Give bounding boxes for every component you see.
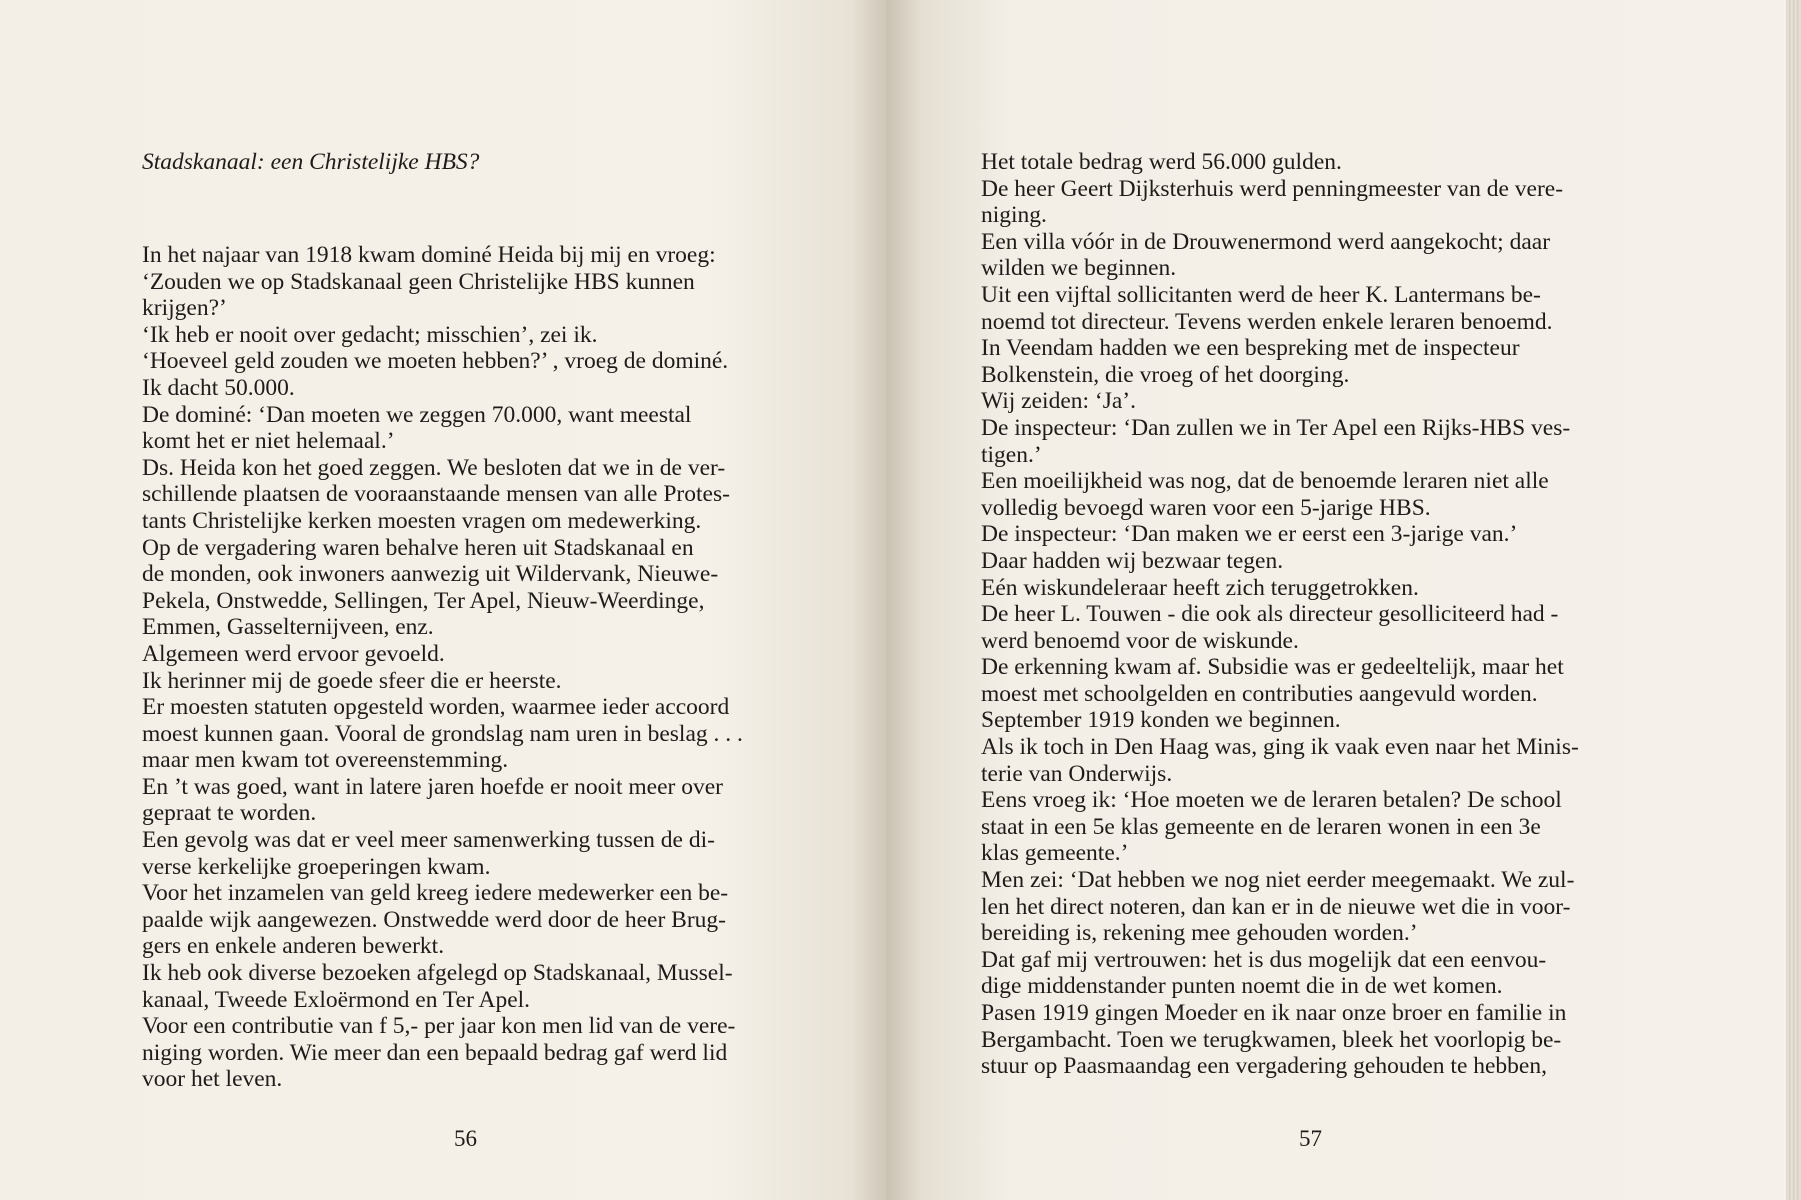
text-line: dige middenstander punten noemt die in de wet komen. xyxy=(981,973,1503,1000)
text-line: Wij zeiden: ‘Ja’. xyxy=(981,388,1136,415)
text-line: Een moeilijkheid was nog, dat de benoemde leraren niet alle xyxy=(981,468,1549,495)
text-line: Als ik toch in Den Haag was, ging ik vaak even naar het Minis- xyxy=(981,734,1579,761)
text-line: Uit een vijftal sollicitanten werd de heer K. Lantermans be- xyxy=(981,281,1541,308)
text-line: De inspecteur: ‘Dan zullen we in Ter Apel een Rijks-HBS ves- xyxy=(981,414,1571,441)
text-line: De erkenning kwam af. Subsidie was er gedeeltelijk, maar het xyxy=(981,654,1564,681)
text-line: maar men kwam tot overeenstemming. xyxy=(142,747,509,774)
text-line: De heer Geert Dijksterhuis werd penningmeester van de vere- xyxy=(981,175,1564,202)
text-line: Ik herinner mij de goede sfeer die er heerste. xyxy=(142,667,562,694)
text-line: Pasen 1919 gingen Moeder en ik naar onze broer en familie in xyxy=(981,1000,1567,1026)
text-line: komt het er niet helemaal.’ xyxy=(142,428,395,455)
text-line: De dominé: ‘Dan moeten we zeggen 70.000, want meestal xyxy=(142,401,692,428)
text-line: de monden, ook inwoners aanwezig uit Wildervank, Nieuwe- xyxy=(142,561,719,588)
text-line: In Veendam hadden we een bespreking met de inspecteur xyxy=(981,335,1520,362)
text-line: De heer L. Touwen - die ook als directeur gesolliciteerd had - xyxy=(981,601,1559,628)
text-line: Een gevolg was dat er veel meer samenwerking tussen de di- xyxy=(142,827,715,854)
text-line: Dat gaf mij vertrouwen: het is dus mogelijk dat een eenvou- xyxy=(981,946,1547,973)
text-line: Emmen, Gasselternijveen, enz. xyxy=(142,614,434,641)
text-line: Er moesten statuten opgesteld worden, waarmee ieder accoord xyxy=(142,694,730,721)
text-line: terie van Onderwijs. xyxy=(981,760,1173,787)
text-line: niging worden. Wie meer dan een bepaald bedrag gaf werd lid xyxy=(142,1039,728,1066)
page-number-right: 57 xyxy=(1299,1126,1322,1151)
text-line: Men zei: ‘Dat hebben we nog niet eerder meegemaakt. We zul- xyxy=(981,867,1575,894)
left-page-text xyxy=(142,242,743,1093)
text-line: tants Christelijke kerken moesten vragen om medewerking. xyxy=(142,507,702,534)
text-line: ‘Ik heb er nooit over gedacht; misschien’, zei ik. xyxy=(142,321,598,348)
text-line: Ik dacht 50.000. xyxy=(142,374,295,401)
text-line: noemd tot directeur. Tevens werden enkele leraren benoemd. xyxy=(981,308,1553,335)
text-line: bereiding is, rekening mee gehouden worden.’ xyxy=(981,920,1418,947)
text-line: tigen.’ xyxy=(981,441,1042,468)
text-line: Ik heb ook diverse bezoeken afgelegd op Stadskanaal, Mussel- xyxy=(142,960,733,987)
text-line: kanaal, Tweede Exloërmond en Ter Apel. xyxy=(142,986,531,1013)
text-line: len het direct noteren, dan kan er in de nieuwe wet die in voor- xyxy=(981,893,1571,920)
text-line: moest kunnen gaan. Vooral de grondslag nam uren in beslag . . . xyxy=(142,720,743,747)
text-line: De inspecteur: ‘Dan maken we er eerst een 3-jarige van.’ xyxy=(981,521,1518,548)
page-number-left: 56 xyxy=(454,1126,477,1151)
text-line: Voor het inzamelen van geld kreeg iedere medewerker een be- xyxy=(142,880,729,907)
text-line: verse kerkelijke groeperingen kwam. xyxy=(142,853,491,880)
text-line: Een villa vóór in de Drouwenermond werd aangekocht; daar xyxy=(981,228,1551,255)
text-line: Eén wiskundeleraar heeft zich teruggetrokken. xyxy=(981,574,1419,601)
text-line: moest met schoolgelden en contributies aangevuld worden. xyxy=(981,680,1538,707)
text-line: voor het leven. xyxy=(142,1066,283,1093)
text-line: staat in een 5e klas gemeente en de leraren wonen in een 3e xyxy=(981,813,1541,840)
text-line: gers en enkele anderen bewerkt. xyxy=(142,933,445,960)
text-line: Daar hadden wij bezwaar tegen. xyxy=(981,547,1284,574)
text-line: Voor een contributie van f 5,- per jaar kon men lid van de vere- xyxy=(142,1013,736,1040)
text-line: Op de vergadering waren behalve heren uit Stadskanaal en xyxy=(142,534,694,561)
right-page xyxy=(886,0,1786,1200)
right-page-text xyxy=(981,149,1579,1080)
text-line: schillende plaatsen de vooraanstaande mensen van alle Protes- xyxy=(142,481,730,508)
text-line: niging. xyxy=(981,202,1047,229)
text-line: Bolkenstein, die vroeg of het doorging. xyxy=(981,361,1350,388)
text-line: Pekela, Onstwedde, Sellingen, Ter Apel, Nieuw-Weerdinge, xyxy=(142,587,705,614)
text-line: krijgen?’ xyxy=(142,295,227,322)
text-line: En ’t was goed, want in latere jaren hoefde er nooit meer over xyxy=(142,773,723,800)
text-line: paalde wijk aangewezen. Onstwedde werd door de heer Brug- xyxy=(142,906,727,933)
text-line: Bergambacht. Toen we terugkwamen, bleek het voorlopig be- xyxy=(981,1026,1562,1053)
text-line: September 1919 konden we beginnen. xyxy=(981,707,1341,734)
text-line: ‘Zouden we op Stadskanaal geen Christelijke HBS kunnen xyxy=(142,268,695,295)
chapter-heading: Stadskanaal: een Christelijke HBS? xyxy=(142,149,480,175)
text-line: Het totale bedrag werd 56.000 gulden. xyxy=(981,149,1342,175)
text-line: Eens vroeg ik: ‘Hoe moeten we de leraren betalen? De school xyxy=(981,787,1562,814)
page-edges xyxy=(1786,0,1801,1200)
text-line: ‘Hoeveel geld zouden we moeten hebben?’ , vroeg de dominé. xyxy=(142,348,729,375)
text-line: volledig bevoegd waren voor een 5-jarige HBS. xyxy=(981,494,1431,521)
text-line: stuur op Paasmaandag een vergadering gehouden te hebben, xyxy=(981,1053,1547,1080)
text-line: gepraat te worden. xyxy=(142,800,317,827)
text-line: klas gemeente.’ xyxy=(981,840,1129,867)
text-line: In het najaar van 1918 kwam dominé Heida bij mij en vroeg: xyxy=(142,242,716,268)
text-line: werd benoemd voor de wiskunde. xyxy=(981,627,1299,654)
text-line: wilden we beginnen. xyxy=(981,255,1177,282)
text-line: Ds. Heida kon het goed zeggen. We besloten dat we in de ver- xyxy=(142,454,726,481)
text-line: Algemeen werd ervoor gevoeld. xyxy=(142,640,445,667)
left-page xyxy=(0,0,886,1200)
